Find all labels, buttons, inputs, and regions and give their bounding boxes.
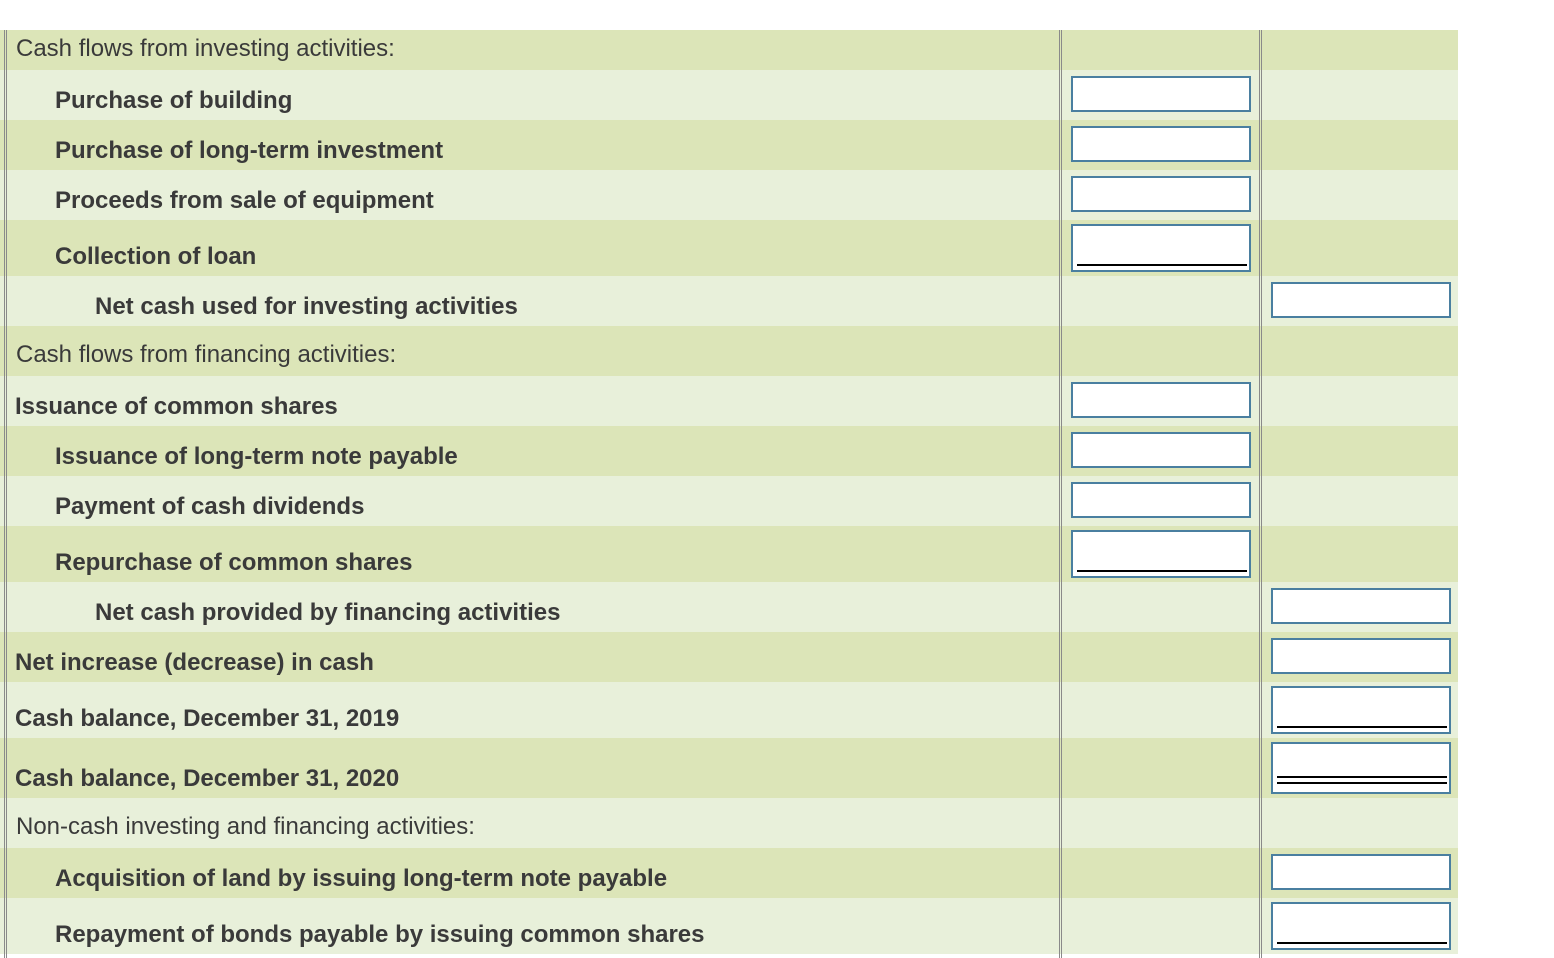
noncash-header-row: [0, 798, 1458, 848]
left-border-divider: [4, 30, 7, 958]
table-row: [0, 632, 1458, 682]
section-header-investing: Cash flows from investing activities:: [16, 35, 395, 62]
purchase-long-term-investment-label: Purchase of long-term investment: [55, 137, 444, 164]
net-cash-investing-label: Net cash used for investing activities: [95, 293, 518, 320]
issuance-common-shares-label: Issuance of common shares: [15, 393, 338, 420]
table-row: [0, 426, 1458, 476]
table-row: [0, 848, 1458, 898]
section-header-noncash: Non-cash investing and financing activities:: [16, 813, 475, 840]
proceeds-sale-equipment-label: Proceeds from sale of equipment: [55, 187, 434, 214]
table-row: [0, 898, 1458, 954]
cash-flow-worksheet: [0, 30, 1458, 954]
repayment-bonds-shares-input[interactable]: [1271, 902, 1451, 950]
table-row: [0, 476, 1458, 526]
table-row: [0, 120, 1458, 170]
table-row: [0, 170, 1458, 220]
net-cash-investing-total-input[interactable]: [1271, 282, 1451, 318]
repayment-bonds-shares-label: Repayment of bonds payable by issuing common shares: [55, 921, 705, 948]
repurchase-common-shares-amount-input[interactable]: [1071, 530, 1251, 578]
proceeds-sale-equipment-amount-input[interactable]: [1071, 176, 1251, 212]
table-row: [0, 376, 1458, 426]
cash-balance-2020-input[interactable]: [1271, 742, 1451, 794]
repurchase-common-shares-label: Repurchase of common shares: [55, 549, 413, 576]
purchase-building-amount-input[interactable]: [1071, 76, 1251, 112]
issuance-common-shares-amount-input[interactable]: [1071, 382, 1251, 418]
issuance-note-payable-label: Issuance of long-term note payable: [55, 443, 458, 470]
financing-header-row: [0, 326, 1458, 376]
cash-balance-2019-label: Cash balance, December 31, 2019: [15, 705, 400, 732]
column-divider-2: [1259, 30, 1262, 958]
payment-cash-dividends-amount-input[interactable]: [1071, 482, 1251, 518]
collection-of-loan-amount-input[interactable]: [1071, 224, 1251, 272]
purchase-long-term-investment-amount-input[interactable]: [1071, 126, 1251, 162]
table-row: [0, 582, 1458, 632]
purchase-building-label: Purchase of building: [55, 87, 293, 114]
payment-cash-dividends-label: Payment of cash dividends: [55, 493, 365, 520]
acquisition-land-note-label: Acquisition of land by issuing long-term note payable: [55, 865, 668, 892]
table-row: [0, 738, 1458, 798]
table-row: [0, 70, 1458, 120]
collection-of-loan-label: Collection of loan: [55, 243, 257, 270]
table-row: [0, 682, 1458, 738]
cash-balance-2019-input[interactable]: [1271, 686, 1451, 734]
cash-balance-2020-label: Cash balance, December 31, 2020: [15, 765, 400, 792]
net-cash-financing-total-input[interactable]: [1271, 588, 1451, 624]
net-change-in-cash-label: Net increase (decrease) in cash: [15, 649, 374, 676]
table-row: [0, 220, 1458, 276]
net-change-in-cash-input[interactable]: [1271, 638, 1451, 674]
issuance-note-payable-amount-input[interactable]: [1071, 432, 1251, 468]
column-divider-1: [1059, 30, 1062, 958]
table-row: [0, 276, 1458, 326]
acquisition-land-note-input[interactable]: [1271, 854, 1451, 890]
net-cash-financing-label: Net cash provided by financing activities: [95, 599, 561, 626]
investing-header-row: [0, 30, 1458, 70]
table-row: [0, 526, 1458, 582]
section-header-financing: Cash flows from financing activities:: [16, 341, 397, 368]
